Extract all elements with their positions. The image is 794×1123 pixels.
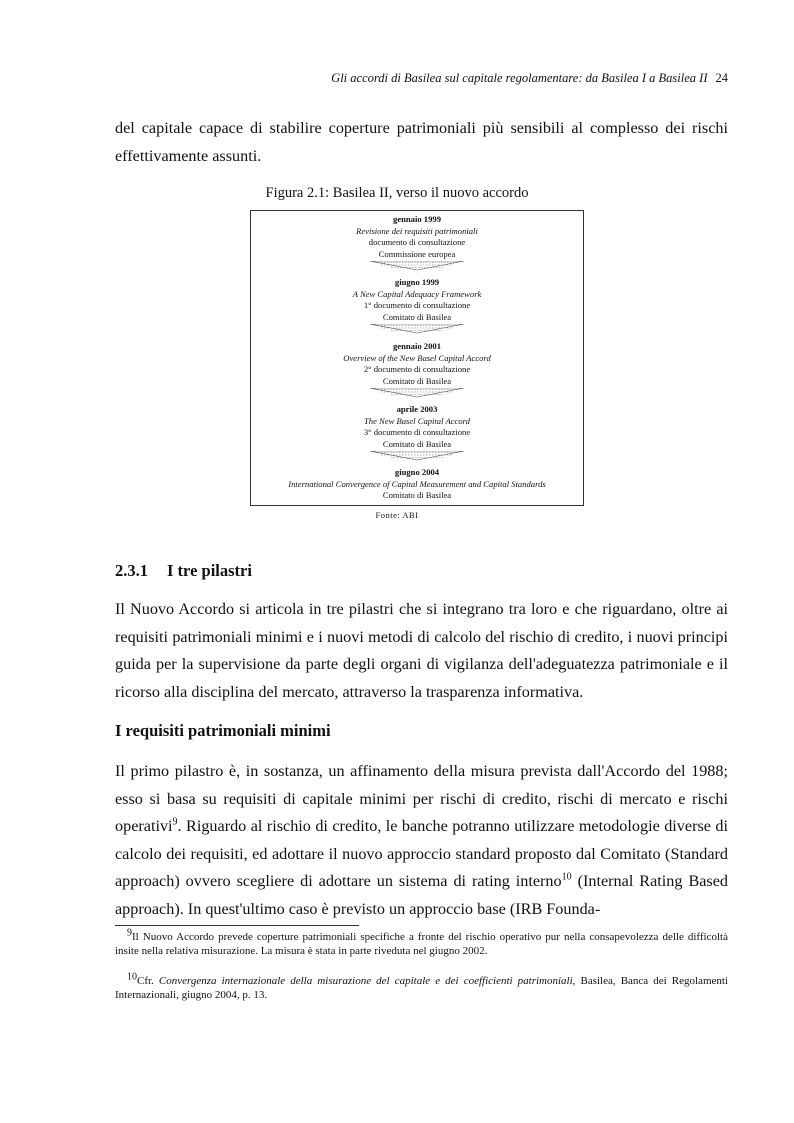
subsection-heading: I requisiti patrimoniali minimi: [115, 721, 331, 740]
step-issuer: Comitato di Basilea: [382, 490, 452, 500]
chevron-down-icon: [369, 324, 465, 334]
timeline-step: [251, 467, 583, 502]
step-doc: documento di consultazione: [368, 237, 466, 247]
chevron-down-icon: [369, 451, 465, 461]
chevron-down-icon: [369, 261, 465, 271]
footnote-text: Il Nuovo Accordo prevede coperture patrimoniali specifiche a fronte del rischio operativo pur nella consapevolezza delle difficoltà insite nella relativa misurazione. La misura è stata in parte riveduta nel giugno 2002.: [115, 931, 728, 957]
step-issuer: Comitato di Basilea: [382, 311, 452, 322]
footnote-number: 10: [127, 971, 137, 983]
footnote-cited-title: Convergenza internazionale della misurazione del capitale e dei coefficienti patrimoniali: [158, 975, 573, 987]
timeline-step: [251, 277, 583, 323]
footnote-number: 9: [127, 927, 132, 939]
section-paragraph: Il Nuovo Accordo si articola in tre pilastri che si integrano tra loro e che riguardano, oltre ai requisiti patrimoniali minimi e i nuovi metodi di calcolo del rischio di credito, i nuovi principi guida per la supervisione da parte degli organi di vigilanza dell'adeguatezza patrimoniale e il ricorso alla disciplina del mercato, attraverso la trasparenza informativa.: [115, 600, 728, 701]
step-date: giugno 1999: [394, 277, 440, 287]
timeline-step: [251, 404, 583, 450]
paragraph-text: (Internal Rating Based approach). In quest'ultimo caso è previsto un approccio base (IRB Founda-: [115, 872, 728, 918]
timeline-step: [251, 214, 583, 260]
step-doc: 2° documento di consultazione: [363, 364, 471, 374]
step-date: giugno 2004: [394, 467, 440, 477]
footnote: [115, 927, 728, 958]
timeline-figure: [250, 210, 584, 506]
step-title: Revisione dei requisiti patrimoniali: [356, 225, 478, 236]
footnote-ref: 9: [172, 816, 178, 828]
paragraph-text: . Riguardo al rischio di credito, le banche potranno utilizzare metodologie diverse di calcolo dei requisiti, ed adottare il nuovo approccio standard proposto dal Comitato (Standard approach) ovvero scegliere di adottare un sistema di rating interno: [115, 817, 728, 890]
subsection-paragraph: [115, 758, 728, 923]
section-heading: [115, 561, 252, 581]
step-title: Overview of the New Basel Capital Accord: [343, 352, 491, 363]
footnote-text: , Basilea, Banca dei Regolamenti Internazionali, giugno 2004, p. 13.: [115, 975, 728, 1001]
section-title: I tre pilastri: [167, 561, 252, 580]
figure-caption: Figura 2.1: Basilea II, verso il nuovo accordo: [265, 185, 529, 201]
footnote-divider: [115, 925, 359, 926]
footnote-text: Cfr.: [137, 975, 159, 987]
step-date: gennaio 1999: [393, 214, 441, 224]
running-header: [0, 71, 728, 86]
step-issuer: Comitato di Basilea: [382, 375, 452, 386]
intro-paragraph: del capitale capace di stabilire coperture patrimoniali più sensibili al complesso dei rischi effettivamente assunti.: [115, 119, 728, 165]
step-doc: 3° documento di consultazione: [363, 427, 471, 437]
footnote: [115, 971, 728, 1002]
step-issuer: Commissione europea: [378, 248, 456, 259]
step-date: aprile 2003: [396, 404, 438, 414]
figure-source: Fonte: ABI: [375, 510, 419, 520]
footnote-ref: 10: [561, 871, 572, 883]
step-title: A New Capital Adequacy Framework: [352, 288, 482, 299]
section-number: 2.3.1: [115, 561, 148, 580]
running-title: Gli accordi di Basilea sul capitale regolamentare: da Basilea I a Basilea II: [331, 71, 708, 85]
page-number: 24: [715, 71, 728, 85]
chevron-down-icon: [369, 388, 465, 398]
paragraph-text: Il primo pilastro è, in sostanza, un affinamento della misura prevista dall'Accordo del 1988; esso si basa su requisiti di capitale minimi per rischi di credito, rischi di mercato e rischi operativi: [115, 762, 728, 835]
step-issuer: Comitato di Basilea: [382, 438, 452, 449]
timeline-step: [251, 341, 583, 387]
step-doc: 1° documento di consultazione: [363, 300, 471, 310]
step-date: gennaio 2001: [393, 341, 441, 351]
step-title: International Convergence of Capital Measurement and Capital Standards: [288, 478, 546, 489]
step-title: The New Basel Capital Accord: [364, 415, 470, 426]
